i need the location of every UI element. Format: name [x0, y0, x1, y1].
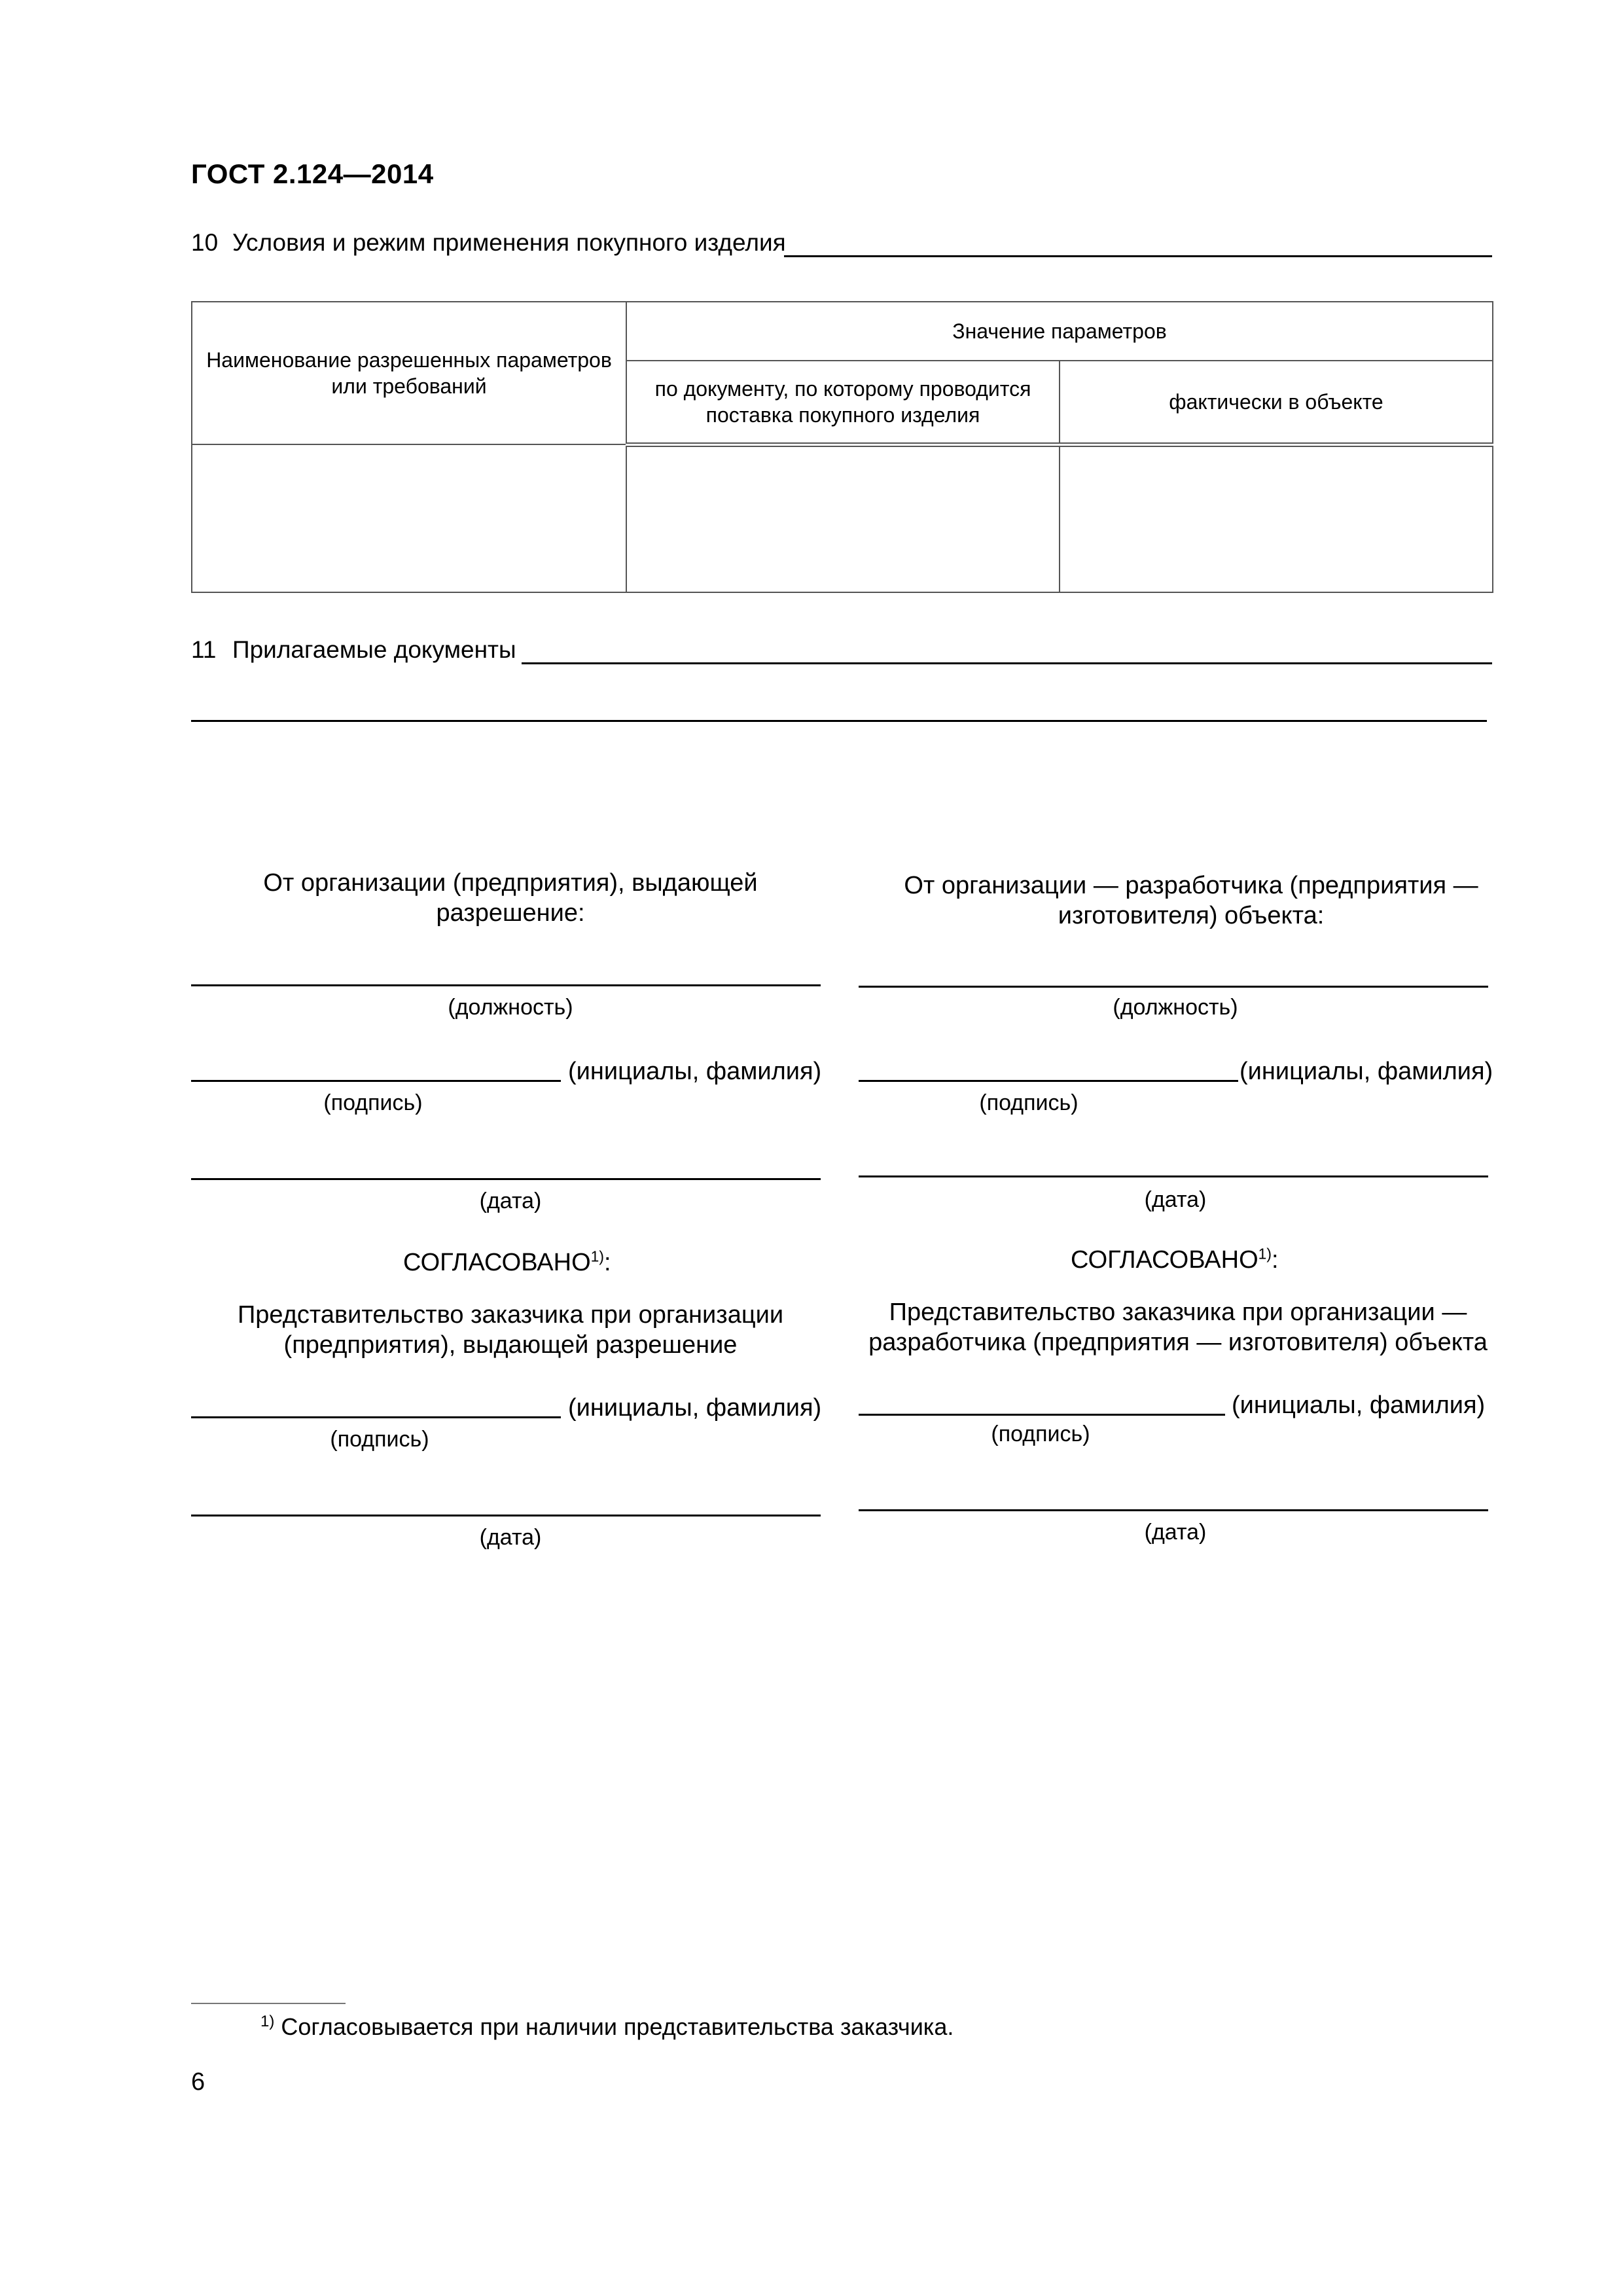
- left-date-line[interactable]: [191, 1178, 821, 1180]
- right-date-line[interactable]: [859, 1175, 1488, 1177]
- parameters-table: [191, 301, 1493, 593]
- right-signature-caption: (подпись): [979, 1090, 1079, 1115]
- right-rep-heading: Представительство заказчика при организации — разработчика (предприятия — изготовителя) объекта: [868, 1299, 1488, 1356]
- table-cell[interactable]: [626, 444, 1060, 592]
- col-param-name-header: Наименование разрешенных параметров или требований: [192, 302, 626, 444]
- right-date-caption: (дата): [1144, 1187, 1207, 1212]
- right-agreed-footnote-mark: 1): [1258, 1245, 1272, 1263]
- item-10-number: 10: [191, 229, 219, 256]
- left-rep-signature-line[interactable]: [191, 1416, 561, 1418]
- footnote-text: Согласовывается при наличии представительства заказчика.: [281, 2013, 954, 2040]
- item-10-label: Условия и режим применения покупного изделия: [232, 229, 786, 256]
- right-rep-initials-label: (инициалы, фамилия): [1232, 1391, 1486, 1419]
- col-values-group-header: Значение параметров: [626, 302, 1493, 361]
- left-date-caption: (дата): [479, 1189, 542, 1213]
- col-by-document-header: по документу, по которому проводится поставка покупного изделия: [626, 361, 1060, 444]
- right-initials-label: (инициалы, фамилия): [1240, 1058, 1493, 1085]
- left-signature-line[interactable]: [191, 1080, 561, 1082]
- left-agreed-heading: [403, 1247, 611, 1278]
- left-rep-date-line[interactable]: [191, 1515, 821, 1516]
- left-rep-initials-label: (инициалы, фамилия): [568, 1394, 822, 1422]
- right-rep-date-line[interactable]: [859, 1509, 1488, 1511]
- right-agreed-heading: [1071, 1245, 1279, 1275]
- footnote-mark: 1): [260, 2013, 275, 2030]
- left-initials-label: (инициалы, фамилия): [568, 1058, 822, 1085]
- footnote: [260, 2013, 954, 2041]
- item-11-number: 11: [191, 636, 217, 663]
- item-11-label: Прилагаемые документы: [232, 636, 516, 663]
- right-position-line[interactable]: [859, 986, 1488, 988]
- table-cell[interactable]: [1060, 444, 1493, 592]
- table-row: [192, 444, 1493, 592]
- right-rep-signature-line[interactable]: [859, 1414, 1225, 1416]
- left-agreed-suffix: :: [603, 1249, 611, 1276]
- right-position-caption: (должность): [1113, 995, 1238, 1020]
- left-agreed-footnote-mark: 1): [590, 1247, 604, 1265]
- right-rep-signature-caption: (подпись): [991, 1422, 1090, 1446]
- right-org-heading: От организации — разработчика (предприятия — изготовителя) объекта:: [904, 872, 1478, 929]
- left-org-heading: От организации (предприятия), выдающей разрешение:: [263, 869, 758, 927]
- right-agreed-suffix: :: [1271, 1246, 1279, 1274]
- item-11-fill-line-2[interactable]: [191, 720, 1487, 722]
- right-signature-line[interactable]: [859, 1080, 1238, 1082]
- left-position-caption: (должность): [448, 995, 573, 1020]
- right-rep-date-caption: (дата): [1144, 1520, 1207, 1545]
- left-agreed-text: СОГЛАСОВАНО: [403, 1249, 591, 1276]
- col-actual-header: фактически в объекте: [1060, 361, 1493, 444]
- table-cell[interactable]: [192, 444, 626, 592]
- left-rep-signature-caption: (подпись): [330, 1427, 429, 1452]
- item-10-fill-line[interactable]: [784, 255, 1492, 257]
- left-signature-caption: (подпись): [323, 1090, 423, 1115]
- right-agreed-text: СОГЛАСОВАНО: [1071, 1246, 1258, 1274]
- item-11-fill-line[interactable]: [522, 662, 1492, 664]
- page-number: 6: [191, 2068, 205, 2096]
- document-header: ГОСТ 2.124—2014: [191, 158, 434, 189]
- footnote-separator: [191, 2003, 346, 2004]
- left-rep-heading: Представительство заказчика при организации (предприятия), выдающей разрешение: [237, 1301, 784, 1359]
- left-position-line[interactable]: [191, 984, 821, 986]
- left-rep-date-caption: (дата): [479, 1525, 542, 1550]
